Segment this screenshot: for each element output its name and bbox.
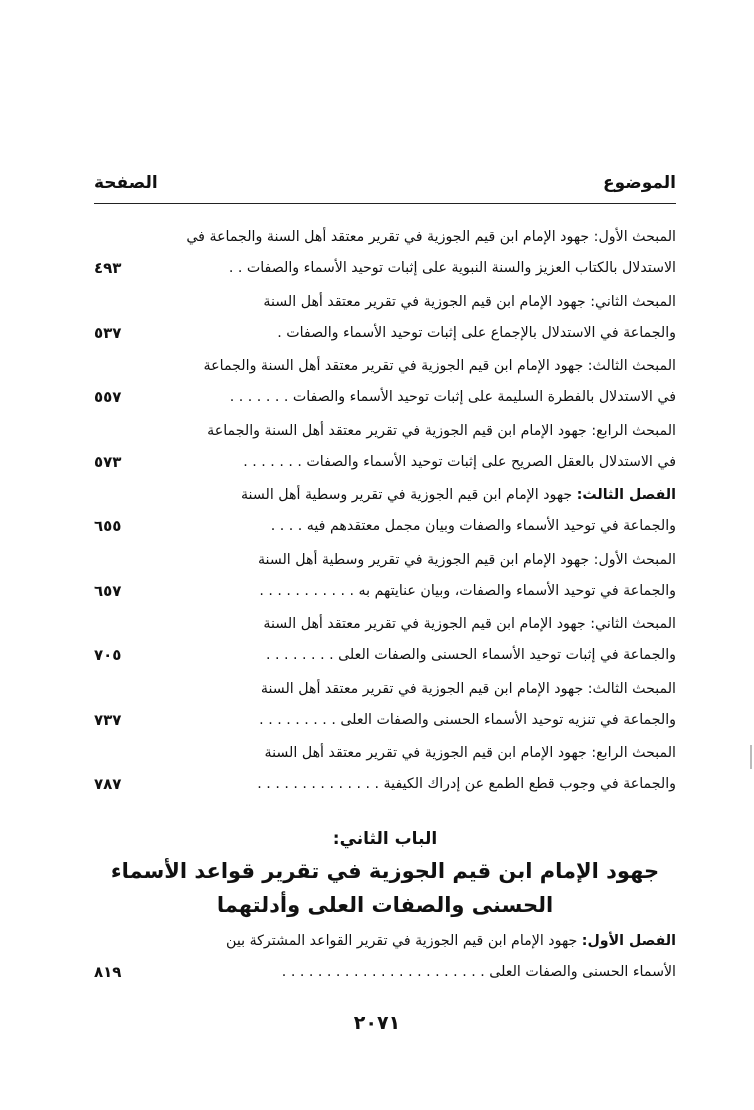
entry-page-number: ٦٥٥ bbox=[94, 517, 122, 535]
topic-column-label: الموضوع bbox=[603, 173, 676, 193]
chapter-label: الباب الثاني: bbox=[332, 829, 438, 849]
entry-line1: جهود الإمام ابن قيم الجوزية في تقرير معتقد أهل السنة والجماعة bbox=[203, 358, 584, 374]
toc-list bbox=[94, 222, 676, 803]
entry-lead: الفصل الأول: bbox=[581, 933, 676, 949]
entry-page-number: ٥٣٧ bbox=[94, 323, 122, 342]
entry-line2: والجماعة في إثبات توحيد الأسماء الحسنى والصفات العلى . . . . . . . . bbox=[265, 647, 676, 663]
entry-page-number: ٤٩٣ bbox=[94, 259, 122, 277]
entry-line1: جهود الإمام ابن قيم الجوزية في تقرير معتقد أهل السنة والجماعة bbox=[207, 422, 587, 439]
entry-line1: جهود الإمام ابن قيم الجوزية في تقرير معتقد أهل السنة bbox=[263, 616, 586, 632]
entry-line2: والجماعة في توحيد الأسماء والصفات وبيان مجمل معتقدهم فيه . . . . bbox=[270, 518, 676, 534]
entry-page-number: ٥٧٣ bbox=[94, 452, 122, 471]
toc-entry bbox=[94, 287, 676, 352]
entry-lead: المبحث الرابع: bbox=[591, 422, 676, 439]
entry-line2: الاستدلال بالكتاب العزيز والسنة النبوية على إثبات توحيد الأسماء والصفات . . bbox=[228, 260, 676, 276]
entry-page-number: ٧٠٥ bbox=[94, 646, 122, 664]
toc-entry bbox=[94, 674, 676, 739]
toc-entry bbox=[94, 480, 676, 545]
entry-lead: المبحث الرابع: bbox=[591, 745, 676, 761]
toc-entry bbox=[94, 738, 676, 803]
header-divider bbox=[94, 203, 676, 204]
entry-line2: والجماعة في وجوب قطع الطمع عن إدراك الكيفية . . . . . . . . . . . . . . bbox=[257, 776, 676, 792]
toc-entry bbox=[94, 416, 676, 481]
entry-lead: المبحث الأول: bbox=[593, 229, 676, 245]
entry-page-number: ٧٨٧ bbox=[94, 775, 122, 793]
toc-entry bbox=[94, 545, 676, 610]
entry-lead: المبحث الثالث: bbox=[587, 680, 676, 697]
toc-entry bbox=[94, 351, 676, 416]
entry-line2: في الاستدلال بالفطرة السليمة على إثبات توحيد الأسماء والصفات . . . . . . . bbox=[229, 389, 676, 405]
entry-page-number: ٧٣٧ bbox=[94, 710, 122, 729]
page-folio: ٢٠٧١ bbox=[353, 1012, 401, 1034]
entry-line2: والجماعة في توحيد الأسماء والصفات، وبيان عنايتهم به . . . . . . . . . . . bbox=[259, 582, 676, 599]
entry-line2: الأسماء الحسنى والصفات العلى . . . . . . . . . . . . . . . . . . . . . . . bbox=[281, 964, 676, 980]
entry-lead: المبحث الأول: bbox=[593, 551, 676, 568]
entry-lead: الفصل الثالث: bbox=[576, 487, 676, 503]
entry-line1: جهود الإمام ابن قيم الجوزية في تقرير معتقد أهل السنة bbox=[260, 680, 584, 697]
entry-page-number: ٥٥٧ bbox=[94, 388, 122, 406]
entry-page-number: ٨١٩ bbox=[94, 963, 122, 981]
chapter-title-line1: جهود الإمام ابن قيم الجوزية في تقرير قواعد الأسماء bbox=[110, 859, 660, 883]
scan-edge-mark bbox=[750, 745, 752, 769]
entry-line1: جهود الإمام ابن قيم الجوزية في تقرير معتقد أهل السنة bbox=[263, 293, 586, 310]
entry-lead: المبحث الثاني: bbox=[590, 616, 676, 632]
entry-line1: جهود الإمام ابن قيم الجوزية في تقرير معتقد أهل السنة والجماعة في bbox=[186, 229, 590, 245]
toc-entry bbox=[94, 222, 676, 287]
toc-header bbox=[94, 168, 676, 198]
entry-lead: المبحث الثالث: bbox=[587, 358, 676, 374]
entry-page-number: ٦٥٧ bbox=[94, 581, 122, 600]
entry-line2: والجماعة في تنزيه توحيد الأسماء الحسنى والصفات العلى . . . . . . . . . bbox=[259, 711, 676, 728]
chapter-title-line2: الحسنى والصفات العلى وأدلتهما bbox=[216, 893, 554, 917]
toc-entry-final bbox=[94, 926, 676, 990]
entry-lead: المبحث الثاني: bbox=[590, 293, 676, 310]
entry-line1: جهود الإمام ابن قيم الجوزية في تقرير القواعد المشتركة بين bbox=[226, 933, 578, 949]
entry-line2: والجماعة في الاستدلال بالإجماع على إثبات توحيد الأسماء والصفات . bbox=[277, 324, 676, 341]
entry-line2: في الاستدلال بالعقل الصريح على إثبات توحيد الأسماء والصفات . . . . . . . bbox=[243, 453, 676, 470]
toc-entry bbox=[94, 609, 676, 674]
chapter-heading bbox=[94, 824, 676, 922]
entry-line1: جهود الإمام ابن قيم الجوزية في تقرير وسطية أهل السنة bbox=[240, 487, 573, 503]
entry-line1: جهود الإمام ابن قيم الجوزية في تقرير معتقد أهل السنة bbox=[264, 745, 587, 761]
page-column-label: الصفحة bbox=[94, 173, 158, 193]
entry-line1: جهود الإمام ابن قيم الجوزية في تقرير وسطية أهل السنة bbox=[257, 551, 590, 568]
